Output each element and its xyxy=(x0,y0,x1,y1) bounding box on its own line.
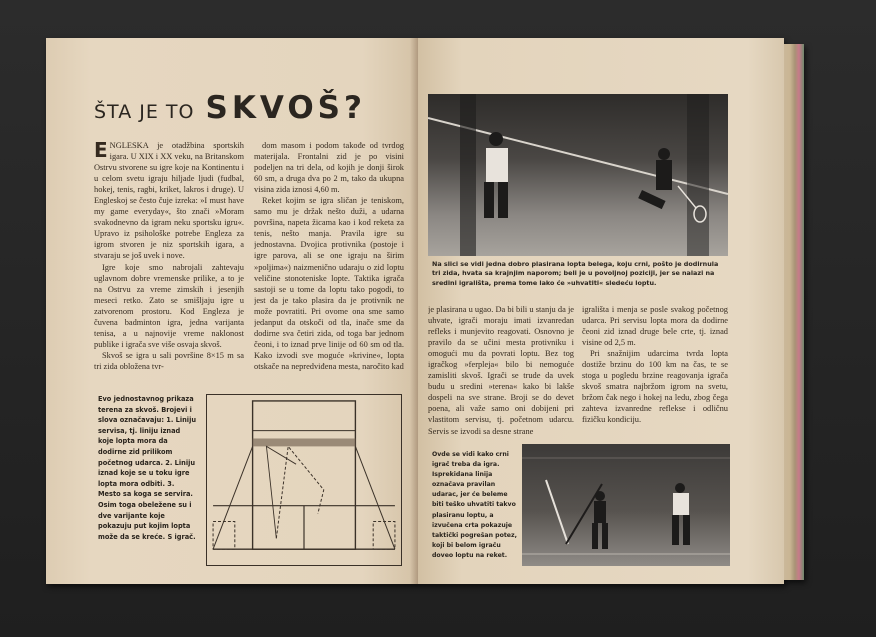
article-title xyxy=(94,90,366,126)
article-column-3 xyxy=(428,304,574,446)
photo-2-scene xyxy=(522,444,730,566)
intro-paragraph: NGLESKA je otadžbina sportskih igara. U XIX i XX veku, na Britanskom Ostrvu stvorene su igre koje na Kontinentu i u celom svetu igraju hiljade ljudi (fudbal, hokej, tenis, ragbi, kriket, lakros i druge). U Engleskoj se često čuje izreka: »I must have my game everyday«, što znači »Moram svakodnevno da igram neku sportsku igru«. Upravo iz psihološke potrebe Engleza za igrom stvoren je niz sportskih igara, a stvaraju se još uvek i nove. xyxy=(94,141,244,261)
left-page xyxy=(46,38,418,584)
paragraph-6: je plasirana u ugao. Da bi bili u stanju da je uhvate, igrači moraju imati izvanredan refleks i munjevito reagovati. Osnovno je pravilo da se učini mesta protivniku i omogući mu da povrati loptu. Bez tog igračkog »ferpleja« bilo bi nemoguće zamisliti skvoš. Igrači se trude da uvek budu u sredini »terena« kako bi lakše dospeli na sve strane. Broji se do devet poena, ali važe samo oni dobijeni pri vlastitom servisu, tj. početnom udarcu. Servis se izvodi sa desne strane xyxy=(428,305,574,436)
article-column-1 xyxy=(94,140,244,388)
article-column-4 xyxy=(582,304,728,446)
diagram-caption: Evo jednostavnog prikaza terena za skvoš. Brojevi i slova označavaju: 1. Liniju servisa, tj. liniju iznad koje lopta mora da dodirne zid prilikom početnog udarca. 2. Liniju iznad koje se u toku igre lopta mora odbiti. 3. Mesto sa koga se servira. Osim toga obeležene su i dve varijante koje pokazuju put kojim lopta može da se kreće. S igrač. xyxy=(98,395,197,541)
paragraph-8: Pri snažnijim udarcima tvrda lopta dostiže brzinu do 100 km na čas, te se stoga u pogledu brzine reagovanja igrača skvoš smatra najbržom igrom na svetu, bržom čak nego i hokej na ledu, zbog čega zahteva izvanredne reflekse i odličnu fizičku kondiciju. xyxy=(582,349,728,425)
photo-1-scene xyxy=(428,94,728,256)
photo-2-caption: Ovde se vidi kako crni igrač treba da igra. Isprekidana linija označava pravilan udarac, jer će beleme biti teško uhvatiti takvo plasiranu loptu, a izvučena crta pokazuje taktički pogrešan potez, koji bi belom igraču dovео loptu na reket. xyxy=(432,451,517,559)
article-column-2 xyxy=(254,140,404,388)
paragraph-7: igrališta i menja se posle svakog početnog udarca. Pri servisu lopta mora da dodirne čeoni zid iznad druge bele crte, tj. iznad visine od 2,5 m. xyxy=(582,305,728,348)
paragraph-3: Skvoš se igra u sali površine 8×15 m sa tri zida obložena tvr- xyxy=(94,350,244,371)
right-page xyxy=(418,38,784,584)
photo-1-caption: Na slici se vidi jedna dobro plasirana lopta belega, koju crni, pošto je dodirnula tri zida, hvata sa krajnjim naporom; beli je u povoljnoj poziciji, jer se nalazi na sredini igrališta, prema tome lako će »uhvatiti« sledeću loptu. xyxy=(432,260,719,287)
title-main: SKVOŠ? xyxy=(205,90,366,126)
title-prefix: ŠTA JE TO xyxy=(94,101,195,123)
stacked-page-edges xyxy=(784,44,804,580)
photo-players-2 xyxy=(522,444,730,566)
paragraph-4: dom masom i podom takođe od tvrdog materijala. Frontalni zid je po visini podeljen na tri dela, od kojih je donji širok 60 sm, a druga dva po 2 m, tako da ukupna visina zida iznosi 4,60 m. xyxy=(254,141,404,195)
paragraph-5: Reket kojim se igra sličan je teniskom, samo mu je držak nešto duži, a udarna površina, napeta žicama kao i kod reketa za tenis, nešto manja. Pravila igre su jednostavna. Dvojica protivnika (postoje i igre parova, ali se one igraju na širim »poljima«) naizmenično udaraju o zid loptu veličine stonoteniske lopte. Taktika igrača sastoji se u tome da loptu tako pogodi, to jest da je tako plasira da je protivnik ne može povratiti. Pri ovome ona sme samo jedanput da otskoči od tla, inače sme da dodirne sva četiri zida, od toga bar jednom čeoni, i to iznad prve linije od 60 sm od tla. Kako izvodi sve moguće »krivine«, lopta otskače na nepredviđena mesta, naročito kad xyxy=(254,196,404,371)
court-drawing xyxy=(207,395,401,565)
dropcap: E xyxy=(94,140,108,162)
photo-players-1 xyxy=(428,94,728,256)
paragraph-2: Igre koje smo nabrojali zahtevaju uglavnom dobre vremenske prilike, a to je na Ostrvu za vreme zimskih i jesenjih meseci retko. Zato se smišljaju igre u zatvorenom prostoru. Kod Engleza je čuvena badminton igra, jedna varijanta tenisa, a u najnovije vreme naklonost publike i igrača sve više osvaja skvoš. xyxy=(94,262,244,349)
open-magazine xyxy=(46,38,806,584)
court-diagram xyxy=(206,394,402,566)
